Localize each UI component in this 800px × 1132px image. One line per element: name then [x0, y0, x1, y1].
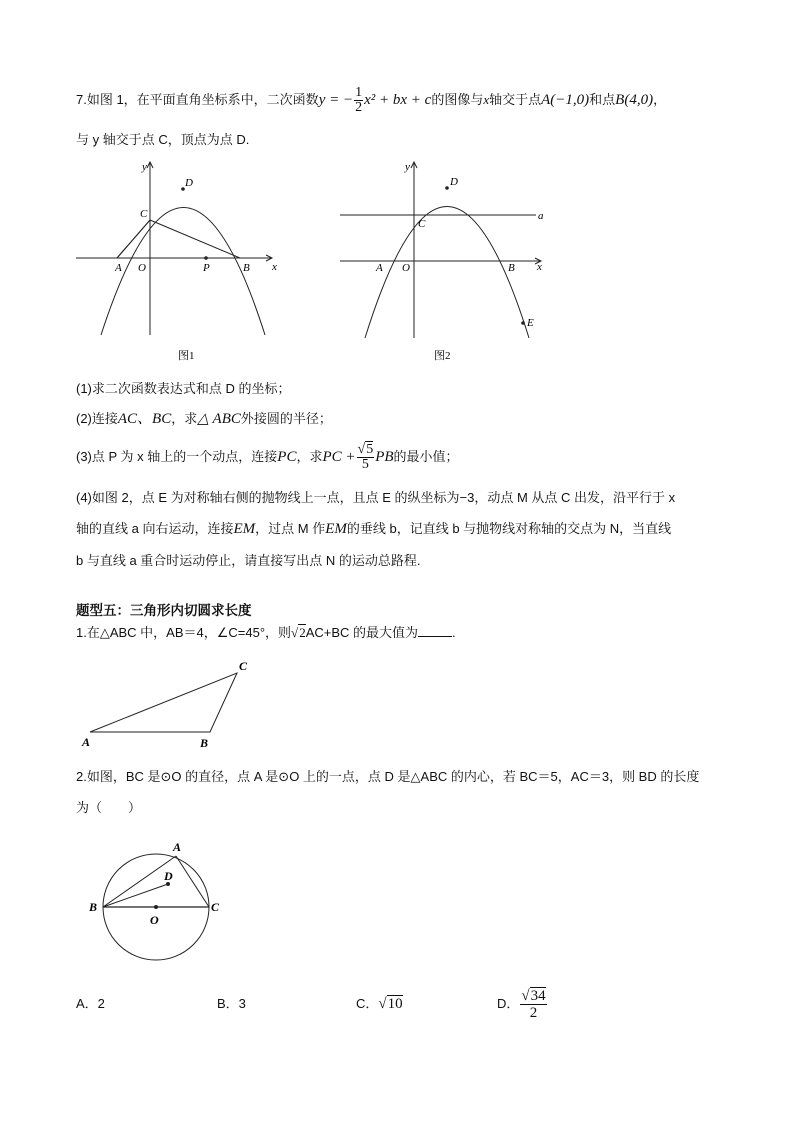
q7-part4-line1: (4)如图 2，点 E 为对称轴右侧的抛物线上一点，且点 E 的纵坐标为−3，动点 M 从点 C 出发，沿平行于 x	[76, 490, 676, 505]
s5-problem1: 1.在△ABC 中，AB＝4，∠C=45°，则√2AC+BC 的最大值为 .	[76, 625, 456, 640]
figure-1	[74, 160, 294, 365]
triangle-abc	[90, 673, 237, 732]
fig1-label-x: x	[272, 261, 277, 273]
option-d[interactable]: D． $\frac{√34}{2}$	[497, 988, 546, 1022]
fig1-parabola	[101, 208, 265, 336]
fig2-label-b: B	[508, 262, 515, 274]
segment-ac	[176, 856, 209, 907]
q7-part4-line2: 轴的直线 a 向右运动，连接EM，过点 M 作EM的垂线 b，记直线 b 与抛物线对称轴的交点为 N，当直线	[76, 521, 672, 537]
q7-part3: (3)点 P 为 x 轴上的一个动点，连接PC，求PC + $\frac{√5}{5}$ PB的最小值；	[76, 442, 459, 473]
q7-fraction: $\frac{1}{2}$	[355, 85, 363, 115]
fig2-caption: 图2	[434, 350, 451, 362]
circ-label-c: C	[211, 900, 220, 914]
figure-2	[336, 160, 556, 365]
fig2-label-a-line: a	[538, 210, 544, 222]
q7-line1: 7.如图 1，在平面直角坐标系中，二次函数y = − $\frac{1}{2}$ x² + bx + c的图像与x轴交于点A(−1,0)和点B(4,0)，	[76, 85, 667, 115]
option-a[interactable]: A．2	[76, 996, 105, 1011]
fig2-point-e	[521, 321, 525, 325]
q7-part1: (1)求二次函数表达式和点 D 的坐标；	[76, 381, 291, 396]
circ-label-b: B	[89, 900, 98, 914]
q7-part3-fraction: $\frac{√5}{5}$	[357, 442, 374, 473]
fig1-segment-ac	[117, 220, 150, 258]
q7-part2: (2)连接AC、BC，求△ ABC外接圆的半径；	[76, 411, 332, 427]
fig2-label-c: C	[418, 218, 426, 230]
fig1-label-y: y	[142, 161, 147, 173]
fig1-label-b: B	[243, 262, 250, 274]
fig2-label-x: x	[537, 261, 542, 273]
fig2-label-y: y	[405, 161, 410, 173]
fig1-point-p	[204, 256, 208, 260]
tri-label-b: B	[200, 736, 209, 750]
fig1-caption: 图1	[178, 350, 195, 362]
fig1-label-d: D	[185, 177, 193, 189]
circ-label-o: O	[150, 913, 159, 927]
fig2-point-d	[445, 186, 449, 190]
fig1-label-a: A	[115, 262, 122, 274]
option-b[interactable]: B．3	[217, 996, 246, 1011]
fig2-label-a: A	[376, 262, 383, 274]
point-o	[154, 905, 158, 909]
fig2-label-o: O	[402, 262, 410, 274]
fig2-label-d: D	[450, 176, 458, 188]
tri-label-a: A	[82, 735, 91, 749]
q7-line2: 与 y 轴交于点 C，顶点为点 D.	[76, 132, 250, 147]
figure-circle	[84, 836, 244, 986]
circ-label-d: D	[164, 869, 173, 883]
option-c[interactable]: C．√10	[356, 996, 403, 1012]
fig1-label-p: P	[203, 262, 210, 274]
s5-problem2-line2: 为（ ）	[76, 800, 142, 815]
fig2-label-e: E	[527, 317, 534, 329]
q7-part4-line3: b 与直线 a 重合时运动停止，请直接写出点 N 的运动总路程.	[76, 553, 421, 568]
fig1-label-c: C	[140, 208, 148, 220]
answer-blank	[418, 623, 452, 637]
s5-problem2-line1: 2.如图，BC 是⊙O 的直径，点 A 是⊙O 上的一点，点 D 是△ABC 的内心，若 BC＝5，AC＝3，则 BD 的长度	[76, 769, 700, 784]
circ-label-a: A	[173, 840, 182, 854]
fig1-label-o: O	[138, 262, 146, 274]
figure-triangle	[76, 656, 266, 751]
section5-title: 题型五：三角形内切圆求长度	[76, 603, 252, 618]
q7-number: 7.	[76, 91, 87, 107]
fig2-parabola	[365, 207, 529, 339]
segment-bd	[103, 884, 168, 907]
tri-label-c: C	[239, 659, 248, 673]
fig1-segment-cb	[150, 220, 240, 258]
